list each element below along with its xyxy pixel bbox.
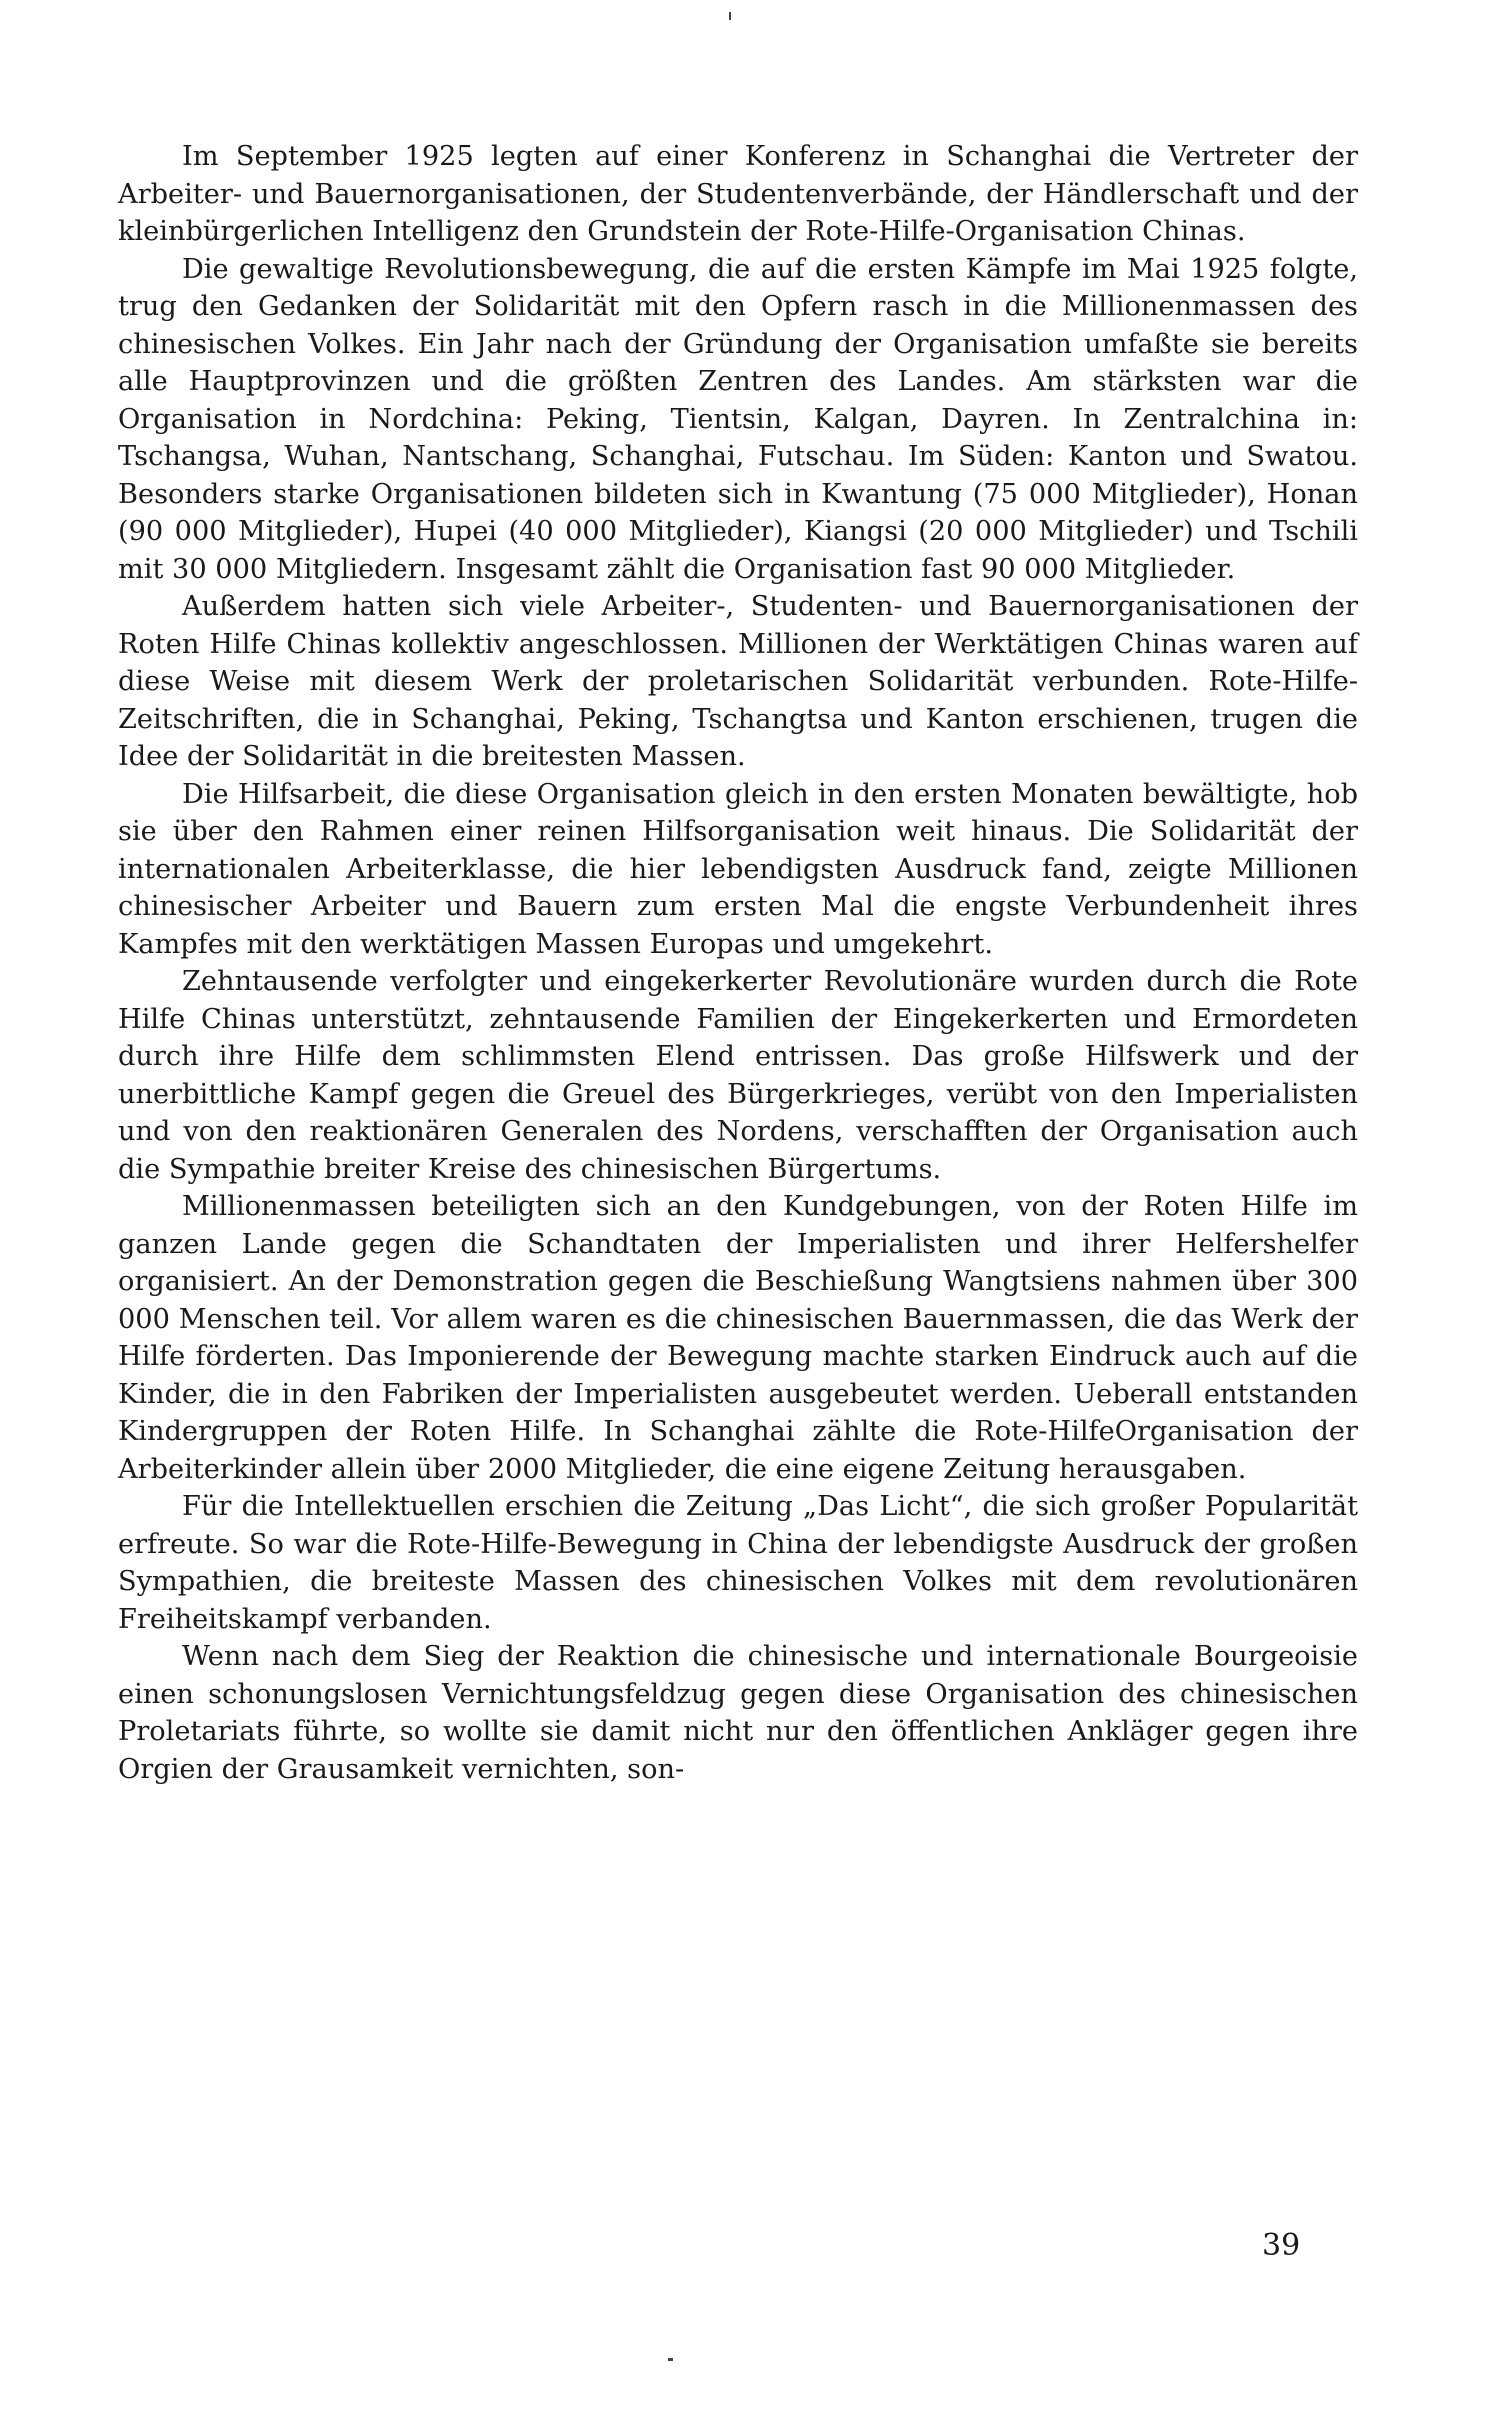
scan-speck-top bbox=[729, 12, 731, 20]
paragraph-3: Außerdem hatten sich viele Arbeiter-, Studenten- und Bauernorganisationen der Roten Hilfe Chinas kollektiv angeschlossen. Millionen der Werktätigen Chinas waren auf diese Weise mit diesem Werk der proletarischen Solidarität verbunden. Rote-Hilfe-Zeitschriften, die in Schanghai, Peking, Tschangtsa und Kanton erschienen, trugen die Idee der Solidarität in die breitesten Massen. bbox=[118, 591, 1358, 772]
paragraph-2: Die gewaltige Revolutionsbewegung, die auf die ersten Kämpfe im Mai 1925 folgte, trug den Gedanken der Solidarität mit den Opfern rasch in die Millionenmassen des chinesischen Volkes. Ein Jahr nach der Gründung der Organisation umfaßte sie bereits alle Hauptprovinzen und die größten Zentren des Landes. Am stärksten war die Organisation in Nordchina: Peking, Tientsin, Kalgan, Dayren. In Zentralchina in: Tschangsa, Wuhan, Nantschang, Schanghai, Futschau. Im Süden: Kanton und Swatou. Besonders starke Organisationen bildeten sich in Kwantung (75 000 Mitglieder), Honan (90 000 Mitglieder), Hupei (40 000 Mitglieder), Kiangsi (20 000 Mitglieder) und Tschili mit 30 000 Mitgliedern. Insgesamt zählt die Organisation fast 90 000 Mitglieder. bbox=[118, 253, 1358, 585]
paragraph-4: Die Hilfsarbeit, die diese Organisation gleich in den ersten Monaten bewältigte, hob sie über den Rahmen einer reinen Hilfsorganisation weit hinaus. Die Solidarität der internationalen Arbeiterklasse, die hier lebendigsten Ausdruck fand, zeigte Millionen chinesischer Arbeiter und Bauern zum ersten Mal die engste Verbundenheit ihres Kampfes mit den werktätigen Massen Europas und umgekehrt. bbox=[118, 778, 1358, 960]
paragraph-6: Millionenmassen beteiligten sich an den Kundgebungen, von der Roten Hilfe im ganzen Lande gegen die Schandtaten der Imperialisten und ihrer Helfershelfer organisiert. An der Demonstration gegen die Beschießung Wangtsiens nahmen über 300 000 Menschen teil. Vor allem waren es die chinesischen Bauernmassen, die das Werk der Hilfe förderten. Das Imponierende der Bewegung machte starken Eindruck auch auf die Kinder, die in den Fabriken der Imperialisten ausgebeutet werden. Ueberall entstanden Kindergruppen der Roten Hilfe. In Schanghai zählte die Rote-HilfeOrganisation der Arbeiterkinder allein über 2000 Mitglieder, die eine eigene Zeitung herausgaben. bbox=[118, 1191, 1358, 1485]
paragraph-8: Wenn nach dem Sieg der Reaktion die chinesische und internationale Bourgeoisie einen schonungslosen Vernichtungsfeldzug gegen diese Organisation des chinesischen Proletariats führte, so wollte sie damit nicht nur den öffentlichen Ankläger gegen ihre Orgien der Grausamkeit vernichten, son- bbox=[118, 1641, 1358, 1785]
paragraph-7: Für die Intellektuellen erschien die Zeitung „Das Licht“, die sich großer Popularität erfreute. So war die Rote-Hilfe-Bewegung in China der lebendigste Ausdruck der großen Sympathien, die breiteste Massen des chinesischen Volkes mit dem revolutionären Freiheitskampf verbanden. bbox=[118, 1491, 1358, 1635]
body-text bbox=[118, 138, 1358, 1788]
paragraph-5: Zehntausende verfolgter und eingekerkerter Revolutionäre wurden durch die Rote Hilfe Chinas unterstützt, zehntausende Familien der Eingekerkerten und Ermordeten durch ihre Hilfe dem schlimmsten Elend entrissen. Das große Hilfswerk und der unerbittliche Kampf gegen die Greuel des Bürgerkrieges, verübt von den Imperialisten und von den reaktionären Generalen des Nordens, verschafften der Organisation auch die Sympathie breiter Kreise des chinesischen Bürgertums. bbox=[118, 966, 1358, 1185]
page-number: 39 bbox=[1262, 2228, 1301, 2263]
scan-speck-bottom bbox=[668, 2358, 673, 2361]
paragraph-1: Im September 1925 legten auf einer Konferenz in Schanghai die Vertreter der Arbeiter- und Bauernorganisationen, der Studentenverbände, der Händlerschaft und der kleinbürgerlichen Intelligenz den Grundstein der Rote-Hilfe-Organisation Chinas. bbox=[118, 141, 1358, 247]
